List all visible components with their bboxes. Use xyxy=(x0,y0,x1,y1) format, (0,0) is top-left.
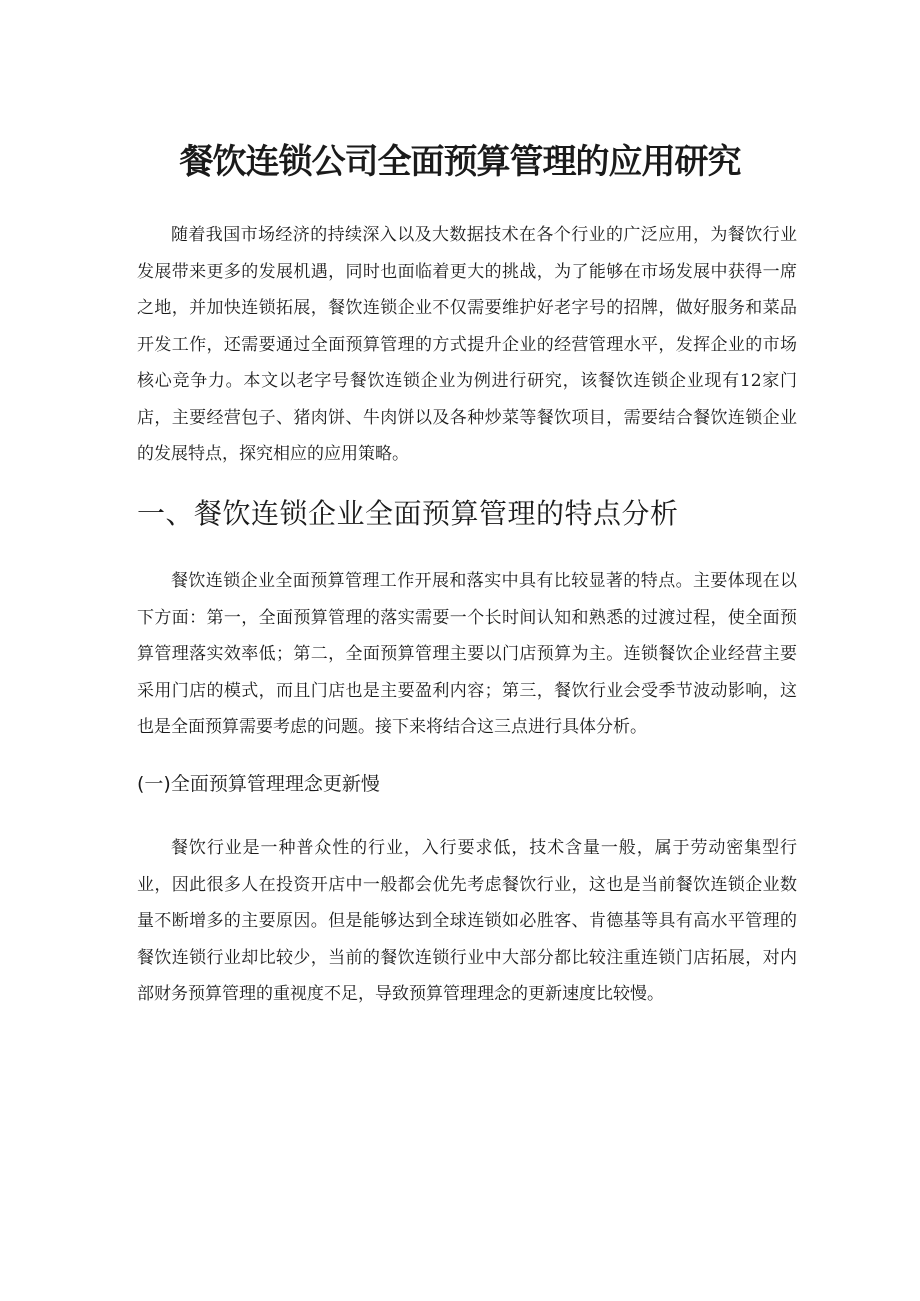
section-paragraph: 餐饮连锁企业全面预算管理工作开展和落实中具有比较显著的特点。主要体现在以下方面：第一，全面预算管理的落实需要一个长时间认知和熟悉的过渡过程，使全面预算管理落实效率低；第二，全面预算管理主要以门店预算为主。连锁餐饮企业经营主要采用门店的模式，而且门店也是主要盈利内容；第三，餐饮行业会受季节波动影响，这也是全面预算需要考虑的问题。接下来将结合这三点进行具体分析。 xyxy=(137,571,797,737)
subsection-paragraph: 餐饮行业是一种普众性的行业，入行要求低，技术含量一般，属于劳动密集型行业，因此很多人在投资开店中一般都会优先考虑餐饮行业，这也是当前餐饮连锁企业数量不断增多的主要原因。但是能够达到全球连锁如必胜客、肯德基等具有高水平管理的餐饮连锁行业却比较少，当前的餐饮连锁行业中大部分都比较注重连锁门店拓展，对内部财务预算管理的重视度不足，导致预算管理理念的更新速度比较慢。 xyxy=(137,838,797,1004)
intro-paragraph: 随着我国市场经济的持续深入以及大数据技术在各个行业的广泛应用，为餐饮行业发展带来更多的发展机遇，同时也面临着更大的挑战，为了能够在市场发展中获得一席之地，并加快连锁拓展，餐饮连锁企业不仅需要维护好老字号的招牌，做好服务和菜品开发工作，还需要通过全面预算管理的方式提升企业的经营管理水平，发挥企业的市场核心竞争力。本文以老字号餐饮连锁企业为例进行研究，该餐饮连锁企业现有12家门店，主要经营包子、猪肉饼、牛肉饼以及各种炒菜等餐饮项目，需要结合餐饮连锁企业的发展特点，探究相应的应用策略。 xyxy=(137,225,797,464)
section-heading: 一、餐饮连锁企业全面预算管理的特点分析 xyxy=(137,497,679,530)
document-title: 餐饮连锁公司全面预算管理的应用研究 xyxy=(179,142,741,182)
subsection-heading: (一)全面预算管理理念更新慢 xyxy=(137,773,380,795)
